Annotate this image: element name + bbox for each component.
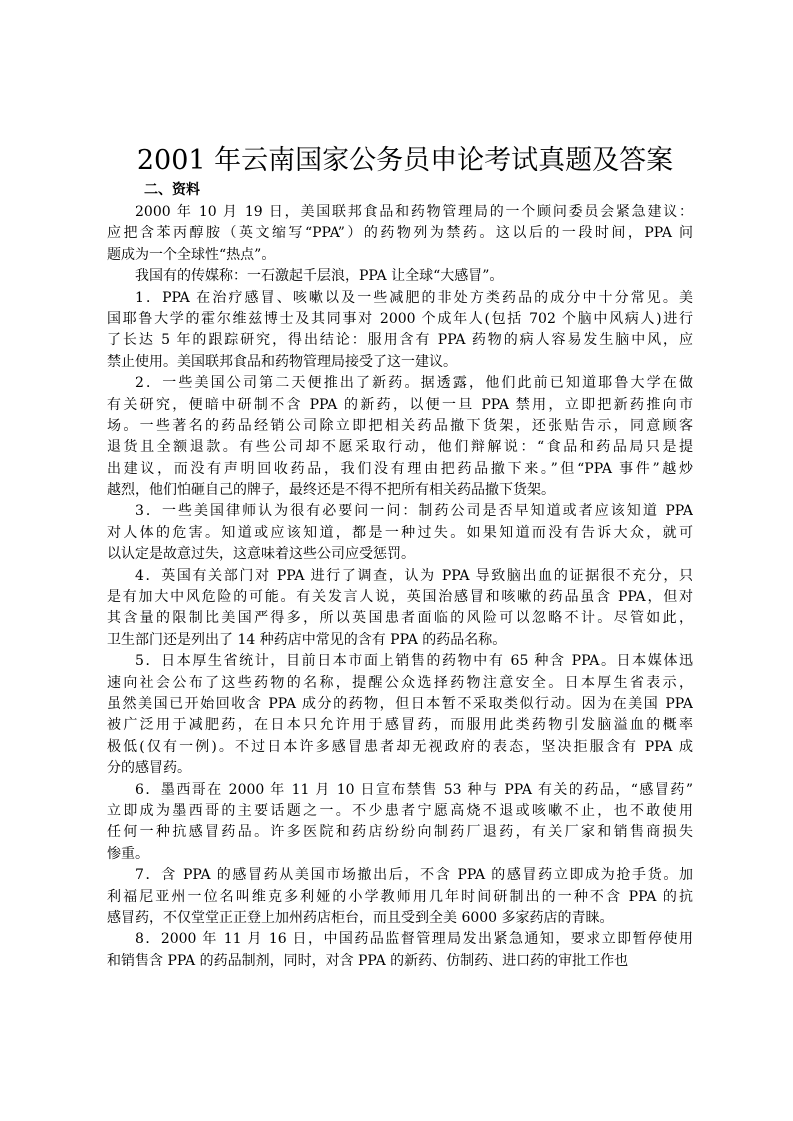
section-heading: 二、资料 [144,182,200,198]
paragraph-line: 应把含苯丙醇胺（英文缩写“PPA”）的药物列为禁药。这以后的一段时间，PPA 问 [107,225,693,242]
paragraph [107,929,693,972]
document-body [107,202,693,972]
paragraph [107,865,693,929]
paragraph-line: 是有加大中风危险的可能。有关发言人说，英国治感冒和咳嗽的药品虽含 PPA，但对 [107,589,693,606]
paragraph [107,780,693,866]
paragraph-line: 我国有的传媒称：一石激起千层浪，PPA 让全球“大感冒”。 [135,268,504,285]
paragraph-line: 出建议，而没有声明回收药品，我们没有理由把药品撤下来。”但“PPA 事件”越炒 [107,460,693,477]
paragraph-line: 利福尼亚州一位名叫维克多利娅的小学教师用几年时间研制出的一种不含 PPA 的抗 [107,888,693,905]
paragraph-line: 极低(仅有一例)。不过日本许多感冒患者却无视政府的表态，坚决拒服含有 PPA 成 [107,738,693,755]
paragraph-line: 有关研究，便暗中研制不含 PPA 的新药，以便一旦 PPA 禁用，立即把新药推向市 [107,396,693,413]
paragraph-line: 题成为一个全球性“热点”。 [107,246,276,263]
paragraph-line: 2．一些美国公司第二天便推出了新药。据透露，他们此前已知道耶鲁大学在做 [135,375,693,392]
paragraph-line: 感冒药，不仅堂堂正正登上加州药店柜台，而且受到全美 6000 多家药店的青睐。 [107,909,614,926]
paragraph-line: 卫生部门还是列出了 14 种药店中常见的含有 PPA 的药品名称。 [107,631,507,648]
document-title: 2001 年云南国家公务员申论考试真题及答案 [136,145,674,176]
paragraph-line: 立即成为墨西哥的主要话题之一。不少患者宁愿高烧不退或咳嗽不止，也不敢使用 [107,802,693,819]
paragraph-line: 任何一种抗感冒药品。许多医院和药店纷纷向制药厂退药，有关厂家和销售商损失 [107,824,693,841]
paragraph-line: 被广泛用于减肥药，在日本只允许用于感冒药，而服用此类药物引发脑溢血的概率 [107,717,693,734]
paragraph-line: 对人体的危害。知道或应该知道，都是一种过失。如果知道而没有告诉大众，就可 [107,524,693,541]
paragraph [107,266,693,287]
paragraph [107,501,693,565]
paragraph-line: 禁止使用。美国联邦食品和药物管理局接受了这一建议。 [107,353,457,370]
paragraph-line: 2000 年 10 月 19 日，美国联邦食品和药物管理局的一个顾问委员会紧急建议： [135,204,693,220]
paragraph-line: 虽然美国已开始回收含 PPA 成分的药物，但日本暂不采取类似行动。因为在美国 PPA [107,695,693,712]
paragraph [107,202,693,266]
paragraph [107,373,693,501]
paragraph [107,566,693,652]
paragraph-line: 4．英国有关部门对 PPA 进行了调查，认为 PPA 导致脑出血的证据很不充分，只 [135,567,693,584]
paragraph-line: 速向社会公布了这些药物的名称，提醒公众选择药物注意安全。日本厚生省表示， [107,674,693,691]
paragraph-line: 国耶鲁大学的霍尔维兹博士及其同事对 2000 个成年人(包括 702 个脑中风病人)进行 [107,310,693,327]
paragraph-line: 以认定是故意过失，这意味着这些公司应受惩罚。 [107,546,415,563]
paragraph-line: 惨重。 [107,845,149,862]
paragraph [107,288,693,374]
paragraph-line: 8．2000 年 11 月 16 日，中国药品监督管理局发出紧急通知，要求立即暂停使用 [135,931,693,948]
paragraph-line: 场。一些著名的药品经销公司除立即把相关药品撤下货架，还张贴告示，同意顾客 [107,417,693,434]
paragraph-line: 6．墨西哥在 2000 年 11 月 10 日宣布禁售 53 种与 PPA 有关的药品，“感冒药” [135,781,693,798]
paragraph-line: 了长达 5 年的跟踪研究，得出结论：服用含有 PPA 药物的病人容易发生脑中风，应 [107,332,693,349]
paragraph [107,651,693,779]
paragraph-line: 其含量的限制比美国严得多，所以英国患者面临的风险可以忽略不计。尽管如此， [107,610,693,627]
paragraph-line: 和销售含 PPA 的药品制剂，同时，对含 PPA 的新药、仿制药、进口药的审批工作也 [107,952,629,969]
paragraph-line: 退货且全额退款。有些公司却不愿采取行动，他们辩解说：“食品和药品局只是提 [107,439,693,456]
paragraph-line: 分的感冒药。 [107,760,191,777]
paragraph-line: 5．日本厚生省统计，目前日本市面上销售的药物中有 65 种含 PPA。日本媒体迅 [135,653,693,670]
paragraph-line: 7．含 PPA 的感冒药从美国市场撤出后，不含 PPA 的感冒药立即成为抢手货。加 [135,867,693,884]
paragraph-line: 3．一些美国律师认为很有必要问一问：制药公司是否早知道或者应该知道 PPA [135,503,693,520]
paragraph-line: 1．PPA 在治疗感冒、咳嗽以及一些减肥的非处方类药品的成分中十分常见。美 [135,289,693,306]
paragraph-line: 越烈，他们怕砸自己的牌子，最终还是不得不把所有相关药品撤下货架。 [107,482,555,499]
